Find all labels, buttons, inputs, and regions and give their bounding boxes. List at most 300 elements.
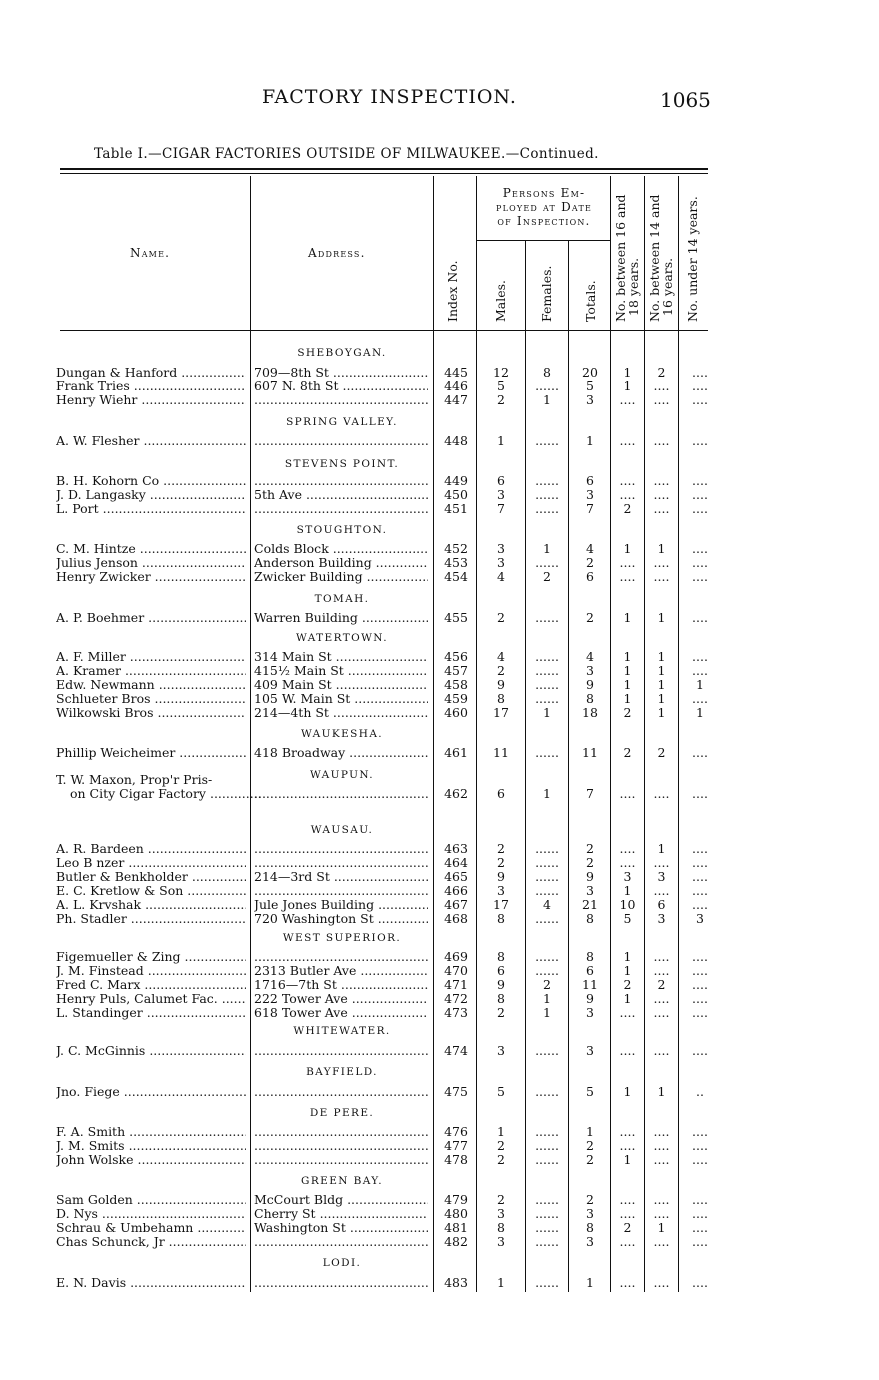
cell-totals: 4	[586, 541, 594, 556]
section-label: WAUSAU.	[310, 824, 374, 836]
cell-u14: ....	[692, 883, 708, 898]
cell-a16: 1	[623, 949, 632, 964]
cell-index: 478	[444, 1152, 468, 1167]
cell-index: 480	[444, 1206, 468, 1221]
cell-females: 8	[543, 365, 551, 380]
table-row	[0, 488, 879, 502]
cell-totals: 2	[586, 555, 594, 570]
header-address: Address.	[308, 246, 366, 260]
factory-name: Schlueter Bros .....	[56, 692, 246, 706]
table-row	[0, 678, 879, 692]
factory-address: 415½ Main St .....	[254, 664, 428, 678]
factory-name: C. M. Hintze .....	[56, 542, 246, 556]
section-label: STEVENS POINT.	[284, 458, 400, 470]
table-row	[0, 393, 879, 407]
cell-u14: ....	[692, 1234, 708, 1249]
table-row	[0, 1006, 879, 1020]
cell-males: 2	[497, 392, 505, 407]
cell-a16: 1	[623, 663, 632, 678]
cell-totals: 11	[582, 745, 598, 760]
factory-name: A. L. Krvshak .....	[56, 898, 246, 912]
cell-females: 4	[543, 897, 551, 912]
header-name: Name.	[130, 246, 171, 260]
cell-females: ......	[535, 1152, 559, 1167]
factory-address	[254, 502, 428, 516]
cell-females: ......	[535, 433, 559, 448]
factory-name: E. C. Kretlow & Son .....	[56, 884, 246, 898]
cell-females: ......	[535, 663, 559, 678]
cell-females: 1	[543, 541, 551, 556]
cell-a14: ....	[653, 501, 670, 516]
cell-males: 3	[497, 1206, 505, 1221]
cell-a14: 1	[657, 1220, 666, 1235]
cell-a16: 1	[623, 610, 632, 625]
cell-a16: 1	[623, 991, 632, 1006]
cell-a16: ....	[619, 1234, 636, 1249]
cell-females: ......	[535, 1043, 559, 1058]
cell-u14: ....	[692, 1152, 708, 1167]
cell-females: ......	[535, 1124, 559, 1139]
cell-index: 482	[444, 1234, 468, 1249]
factory-address: 214—4th St .....	[254, 706, 428, 720]
factory-address	[254, 856, 428, 870]
cell-index: 461	[444, 745, 468, 760]
factory-name: Chas Schunck, Jr .....	[56, 1235, 246, 1249]
cell-totals: 3	[586, 1206, 594, 1221]
factory-name: Frank Tries .....	[56, 379, 246, 393]
cell-a16: 1	[623, 378, 632, 393]
cell-a16: ....	[619, 473, 636, 488]
cell-females: ......	[535, 677, 559, 692]
cell-totals: 2	[586, 855, 594, 870]
cell-a14: 1	[657, 841, 666, 856]
factory-address: 2313 Butler Ave .....	[254, 964, 428, 978]
cell-females: 1	[543, 991, 551, 1006]
factory-name: J. M. Finstead .....	[56, 964, 246, 978]
table-row	[0, 870, 879, 884]
factory-address	[254, 393, 428, 407]
cell-males: 3	[497, 555, 505, 570]
factory-name: A. W. Flesher .....	[56, 434, 246, 448]
cell-totals: 8	[586, 911, 594, 926]
cell-females: ......	[535, 1206, 559, 1221]
cell-totals: 1	[586, 1124, 594, 1139]
cell-females: ......	[535, 745, 559, 760]
factory-name: A. F. Miller .....	[56, 650, 246, 664]
factory-name: on City Cigar Factory .....	[56, 787, 260, 801]
cell-females: 1	[543, 392, 551, 407]
cell-females: ......	[535, 1084, 559, 1099]
table-row	[0, 1153, 879, 1167]
factory-name: Edw. Newmann .....	[56, 678, 246, 692]
factory-name: Dungan & Hanford .....	[56, 366, 246, 380]
cell-a14: 1	[657, 610, 666, 625]
page-number: 1065	[660, 88, 711, 112]
factory-name: John Wolske .....	[56, 1153, 246, 1167]
cell-females: ......	[535, 487, 559, 502]
factory-name: Butler & Benkholder .....	[56, 870, 246, 884]
cell-u14: ....	[692, 569, 708, 584]
cell-females: ......	[535, 1220, 559, 1235]
cell-males: 2	[497, 1005, 505, 1020]
cell-a16: 2	[623, 501, 632, 516]
table-row	[0, 898, 879, 912]
cell-index: 466	[444, 883, 468, 898]
factory-name: Fred C. Marx .....	[56, 978, 246, 992]
header-persons-line: ployed at Date	[495, 200, 593, 214]
page-header	[0, 86, 879, 116]
cell-a16: ....	[619, 855, 636, 870]
cell-u14: ....	[692, 1192, 708, 1207]
cell-a16: 1	[623, 1152, 632, 1167]
cell-totals: 1	[586, 433, 594, 448]
cell-a16: ....	[619, 392, 636, 407]
cell-a16: 1	[623, 963, 632, 978]
factory-name: A. Kramer .....	[56, 664, 246, 678]
cell-males: 6	[497, 786, 505, 801]
cell-index: 468	[444, 911, 468, 926]
section-label: WHITEWATER.	[293, 1025, 391, 1037]
cell-u14: ....	[692, 691, 708, 706]
cell-u14: ....	[692, 555, 708, 570]
factory-address: McCourt Bldg .....	[254, 1193, 428, 1207]
cell-females: ......	[535, 1234, 559, 1249]
cell-index: 464	[444, 855, 468, 870]
cell-a16: 2	[623, 977, 632, 992]
factory-name: B. H. Kohorn Co .....	[56, 474, 246, 488]
factory-name: Julius Jenson .....	[56, 556, 246, 570]
factory-name: E. N. Davis .....	[56, 1276, 246, 1290]
cell-index: 477	[444, 1138, 468, 1153]
table-row	[0, 502, 879, 516]
cell-males: 5	[497, 378, 505, 393]
cell-u14: ....	[692, 1138, 708, 1153]
cell-index: 452	[444, 541, 468, 556]
cell-u14: ....	[692, 786, 708, 801]
cell-index: 453	[444, 555, 468, 570]
cell-totals: 20	[582, 365, 598, 380]
factory-address: 214—3rd St .....	[254, 870, 428, 884]
cell-males: 3	[497, 1043, 505, 1058]
factory-name: J. M. Smits .....	[56, 1139, 246, 1153]
cell-a16: 3	[623, 869, 632, 884]
table-row	[0, 787, 879, 801]
table-row	[0, 692, 879, 706]
cell-males: 3	[497, 487, 505, 502]
cell-u14: ....	[692, 869, 708, 884]
cell-totals: 1	[586, 1275, 594, 1290]
table-row	[0, 474, 879, 488]
cell-males: 2	[497, 663, 505, 678]
cell-females: ......	[535, 963, 559, 978]
table-row	[0, 912, 879, 926]
cell-females: 1	[543, 1005, 551, 1020]
header-age16	[614, 194, 640, 322]
cell-a16: 1	[623, 883, 632, 898]
header-age14-line: 16 years.	[660, 257, 675, 316]
cell-a14: ....	[653, 433, 670, 448]
factory-name: Sam Golden .....	[56, 1193, 246, 1207]
factory-name: L. Port .....	[56, 502, 246, 516]
factory-address: Anderson Building .....	[254, 556, 428, 570]
cell-males: 5	[497, 1084, 505, 1099]
cell-index: 462	[444, 786, 468, 801]
cell-u14: ....	[692, 897, 708, 912]
cell-index: 447	[444, 392, 468, 407]
cell-a14: 3	[657, 911, 666, 926]
cell-males: 1	[497, 433, 505, 448]
cell-males: 2	[497, 1192, 505, 1207]
cell-totals: 6	[586, 473, 594, 488]
cell-a14: ....	[653, 555, 670, 570]
table-row	[0, 1193, 879, 1207]
factory-name: Wilkowski Bros .....	[56, 706, 246, 720]
cell-u14: ....	[692, 949, 708, 964]
cell-totals: 8	[586, 691, 594, 706]
cell-u14: ....	[692, 855, 708, 870]
cell-a14: ....	[653, 855, 670, 870]
cell-u14: ....	[692, 1043, 708, 1058]
factory-name: D. Nys .....	[56, 1207, 246, 1221]
table-row	[0, 434, 879, 448]
cell-a14: ....	[653, 569, 670, 584]
cell-a14: 1	[657, 541, 666, 556]
table-row	[0, 542, 879, 556]
table-row	[0, 1044, 879, 1058]
table-row	[0, 366, 879, 380]
cell-totals: 11	[582, 977, 598, 992]
cell-females: 2	[543, 977, 551, 992]
cell-totals: 9	[586, 991, 594, 1006]
header-totals: Totals.	[583, 280, 598, 322]
cell-a14: ....	[653, 786, 670, 801]
cell-index: 458	[444, 677, 468, 692]
factory-address: 709—8th St .....	[254, 366, 428, 380]
cell-females: ......	[535, 1192, 559, 1207]
cell-males: 4	[497, 649, 505, 664]
cell-u14: ....	[692, 649, 708, 664]
cell-females: ......	[535, 555, 559, 570]
cell-males: 8	[497, 1220, 505, 1235]
cell-totals: 3	[586, 487, 594, 502]
section-label: WEST SUPERIOR.	[282, 932, 402, 944]
cell-a16: 1	[623, 691, 632, 706]
cell-females: ......	[535, 691, 559, 706]
cell-index: 456	[444, 649, 468, 664]
table-row	[0, 556, 879, 570]
cell-a14: ....	[653, 1192, 670, 1207]
cell-u14: ....	[692, 1275, 708, 1290]
cell-u14: ....	[692, 473, 708, 488]
cell-males: 8	[497, 911, 505, 926]
cell-totals: 4	[586, 649, 594, 664]
cell-a16: 2	[623, 745, 632, 760]
cell-a16: ....	[619, 1138, 636, 1153]
cell-males: 9	[497, 977, 505, 992]
factory-name: Leo B nzer .....	[56, 856, 246, 870]
cell-totals: 3	[586, 883, 594, 898]
table-row	[0, 978, 879, 992]
cell-males: 12	[493, 365, 509, 380]
cell-u14: 3	[696, 911, 704, 926]
factory-name: Henry Zwicker .....	[56, 570, 246, 584]
cell-females: ......	[535, 841, 559, 856]
table-row	[0, 856, 879, 870]
cell-males: 2	[497, 841, 505, 856]
cell-index: 475	[444, 1084, 468, 1099]
cell-a14: 1	[657, 691, 666, 706]
cell-females: ......	[535, 1275, 559, 1290]
cell-index: 483	[444, 1275, 468, 1290]
cell-totals: 7	[586, 501, 594, 516]
cell-totals: 2	[586, 1138, 594, 1153]
table-row	[0, 1085, 879, 1099]
section-label: TOMAH.	[314, 593, 370, 605]
cell-totals: 6	[586, 963, 594, 978]
factory-name: F. A. Smith .....	[56, 1125, 246, 1139]
cell-females: ......	[535, 501, 559, 516]
cell-males: 2	[497, 1152, 505, 1167]
factory-name: Jno. Fiege .....	[56, 1085, 246, 1099]
top-rule-thick	[60, 168, 708, 170]
cell-a16: ....	[619, 1124, 636, 1139]
section-label: SHEBOYGAN.	[297, 347, 387, 359]
section-label: WAUPUN.	[309, 769, 375, 781]
cell-index: 473	[444, 1005, 468, 1020]
cell-u14: ....	[692, 487, 708, 502]
table-row	[0, 1221, 879, 1235]
factory-address	[254, 884, 428, 898]
factory-address: 5th Ave .....	[254, 488, 428, 502]
cell-u14: ....	[692, 977, 708, 992]
cell-index: 459	[444, 691, 468, 706]
cell-a14: ....	[653, 1275, 670, 1290]
cell-index: 481	[444, 1220, 468, 1235]
cell-u14: ....	[692, 1206, 708, 1221]
cell-totals: 2	[586, 1152, 594, 1167]
cell-a14: ....	[653, 378, 670, 393]
cell-index: 449	[444, 473, 468, 488]
cell-u14: ....	[692, 963, 708, 978]
cell-males: 6	[497, 473, 505, 488]
cell-totals: 9	[586, 869, 594, 884]
cell-a16: ....	[619, 1043, 636, 1058]
table-row	[0, 1125, 879, 1139]
cell-u14: ....	[692, 1124, 708, 1139]
cell-males: 11	[493, 745, 509, 760]
cell-totals: 3	[586, 663, 594, 678]
factory-address: 222 Tower Ave .....	[254, 992, 428, 1006]
cell-a16: ....	[619, 433, 636, 448]
cell-u14: ....	[692, 501, 708, 516]
cell-females: ......	[535, 883, 559, 898]
header-persons-line: Persons Em-	[502, 186, 586, 200]
cell-u14: ....	[692, 541, 708, 556]
cell-a14: ....	[653, 392, 670, 407]
cell-males: 7	[497, 501, 505, 516]
cell-males: 2	[497, 855, 505, 870]
cell-totals: 7	[586, 786, 594, 801]
table-row	[0, 1276, 879, 1290]
cell-females: ......	[535, 855, 559, 870]
cell-a14: ....	[653, 1206, 670, 1221]
header-age16-line: 18 years.	[626, 257, 641, 316]
factory-name: Ph. Stadler .....	[56, 912, 246, 926]
cell-index: 479	[444, 1192, 468, 1207]
cell-index: 445	[444, 365, 468, 380]
cell-a16: 1	[623, 541, 632, 556]
section-label: DE PERE.	[309, 1107, 375, 1119]
factory-name: A. P. Boehmer .....	[56, 611, 246, 625]
table-row	[0, 842, 879, 856]
cell-females: ......	[535, 869, 559, 884]
factory-name: A. R. Bardeen .....	[56, 842, 246, 856]
cell-a14: ....	[653, 883, 670, 898]
cell-a16: 5	[623, 911, 632, 926]
cell-totals: 3	[586, 1234, 594, 1249]
cell-females: ......	[535, 378, 559, 393]
cell-females: ......	[535, 610, 559, 625]
cell-a14: ....	[653, 1043, 670, 1058]
cell-u14: ....	[692, 365, 708, 380]
cell-a14: 2	[657, 365, 666, 380]
table-row	[0, 746, 879, 760]
cell-females: ......	[535, 649, 559, 664]
cell-totals: 18	[582, 705, 598, 720]
cell-females: ......	[535, 911, 559, 926]
cell-index: 469	[444, 949, 468, 964]
cell-a14: ....	[653, 1234, 670, 1249]
cell-males: 17	[493, 897, 509, 912]
cell-u14: ....	[692, 378, 708, 393]
cell-u14: ....	[692, 392, 708, 407]
cell-a14: 6	[657, 897, 666, 912]
cell-males: 8	[497, 691, 505, 706]
cell-totals: 2	[586, 1192, 594, 1207]
factory-address: 607 N. 8th St .....	[254, 379, 428, 393]
factory-address	[254, 842, 428, 856]
cell-a16: 1	[623, 1084, 632, 1099]
cell-u14: 1	[696, 677, 704, 692]
cell-u14: ....	[692, 841, 708, 856]
factory-address: 720 Washington St .....	[254, 912, 428, 926]
cell-a16: ....	[619, 841, 636, 856]
cell-index: 474	[444, 1043, 468, 1058]
page-title: FACTORY INSPECTION.	[262, 86, 517, 108]
section-label: GREEN BAY.	[301, 1175, 383, 1187]
cell-females: 2	[543, 569, 551, 584]
section-label: SPRING VALLEY.	[286, 416, 398, 428]
header-age14-line: No. between 14 and	[647, 194, 662, 322]
cell-males: 8	[497, 991, 505, 1006]
cell-males: 2	[497, 1138, 505, 1153]
cell-index: 450	[444, 487, 468, 502]
cell-a14: ....	[653, 473, 670, 488]
cell-index: 460	[444, 705, 468, 720]
factory-address	[254, 1235, 428, 1249]
cell-a14: 1	[657, 1084, 666, 1099]
cell-a14: ....	[653, 1152, 670, 1167]
section-label: WAUKESHA.	[300, 728, 384, 740]
factory-name: J. C. McGinnis .....	[56, 1044, 246, 1058]
cell-males: 9	[497, 869, 505, 884]
header-index: Index No.	[445, 260, 460, 322]
table-row	[0, 379, 879, 393]
cell-females: ......	[535, 473, 559, 488]
section-label: BAYFIELD.	[306, 1066, 378, 1078]
cell-a16: 2	[623, 1220, 632, 1235]
cell-a14: ....	[653, 963, 670, 978]
